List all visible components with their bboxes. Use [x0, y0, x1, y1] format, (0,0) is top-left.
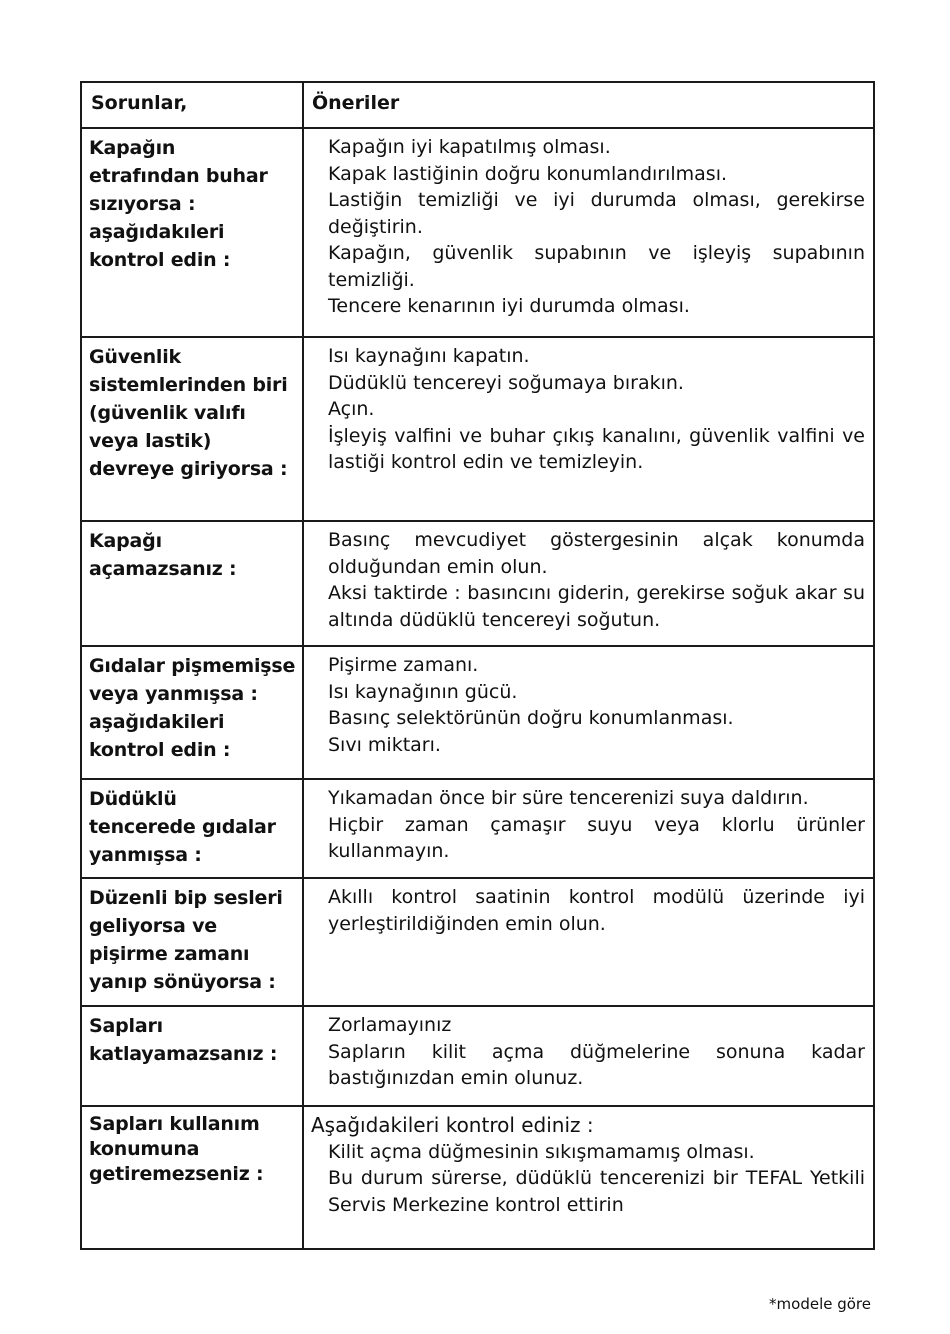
- problem-line: yanıp sönüyorsa :: [89, 971, 276, 993]
- table-row: [81, 1106, 874, 1249]
- problem-cell: [81, 779, 303, 878]
- header-problems: Sorunlar,: [81, 82, 303, 128]
- solution-line: Zorlamayınız: [328, 1014, 452, 1036]
- problem-line: Kapağın: [89, 137, 176, 159]
- solution-cell: [303, 779, 874, 878]
- problem-line: kontrol edin :: [89, 739, 231, 761]
- problem-line: Düdüklü: [89, 788, 177, 810]
- problem-cell: [81, 521, 303, 646]
- solution-intro: Aşağıdakileri kontrol ediniz :: [311, 1113, 594, 1137]
- solution-line: İşleyiş valfini ve buhar çıkış kanalını, güvenlik valfini ve lastiği kontrol edin ve temizleyin.: [328, 424, 865, 473]
- solution-line: Isı kaynağını kapatın.: [328, 345, 530, 367]
- table-row: [81, 521, 874, 646]
- solution-line: Kapağın, güvenlik supabının ve işleyiş supabının temizliği.: [328, 242, 865, 291]
- table-row: [81, 878, 874, 1006]
- problem-cell: [81, 646, 303, 779]
- problem-line: veya yanmışsa :: [89, 683, 258, 705]
- solution-line: Pişirme zamanı.: [328, 654, 479, 676]
- solution-line: Lastiğin temizliği ve iyi durumda olması, gerekirse değiştirin.: [328, 189, 865, 238]
- problem-line: açamazsanız :: [89, 558, 237, 580]
- footnote: *modele göre: [769, 1295, 871, 1313]
- solution-cell: [303, 128, 874, 337]
- problem-line: getiremezseniz :: [89, 1163, 264, 1185]
- solution-line: Isı kaynağının gücü.: [328, 680, 518, 703]
- problem-line: kontrol edin :: [89, 249, 231, 271]
- table-row: [81, 779, 874, 878]
- solution-line: Akıllı kontrol saatinin kontrol modülü üzerinde iyi yerleştirildiğinden emin olun.: [328, 886, 865, 935]
- problem-line: katlayamazsanız :: [89, 1043, 278, 1065]
- problem-line: sistemlerinden biri: [89, 374, 288, 396]
- problem-line: aşağıdakileri: [89, 711, 225, 733]
- solution-line: Basınç mevcudiyet göstergesinin alçak konumda olduğundan emin olun.: [328, 529, 865, 578]
- solution-cell: [303, 1006, 874, 1106]
- solution-line: Düdüklü tencereyi soğumaya bırakın.: [328, 371, 684, 394]
- problem-line: sızıyorsa :: [89, 193, 196, 215]
- problem-line: Sapları kullanım: [89, 1113, 260, 1135]
- problem-line: veya lastik): [89, 430, 212, 452]
- solution-cell: [303, 337, 874, 521]
- problem-line: etrafından buhar: [89, 165, 268, 187]
- table-row: [81, 128, 874, 337]
- problem-line: (güvenlik valıfı: [89, 402, 246, 424]
- table-row: [81, 646, 874, 779]
- problem-line: devreye giriyorsa :: [89, 458, 288, 480]
- problem-line: Sapları: [89, 1015, 163, 1037]
- solution-line: Kapak lastiğinin doğru konumlandırılması.: [328, 162, 728, 185]
- problem-cell: [81, 128, 303, 337]
- problem-line: tencerede gıdalar: [89, 816, 276, 838]
- troubleshooting-table: [80, 81, 875, 1250]
- solution-cell: [303, 646, 874, 779]
- problem-cell: [81, 1006, 303, 1106]
- solution-line: Açın.: [328, 398, 375, 420]
- solution-line: Hiçbir zaman çamaşır suyu veya klorlu ürünler kullanmayın.: [328, 813, 865, 862]
- solution-cell: [303, 521, 874, 646]
- solution-cell: [303, 1106, 874, 1249]
- solution-cell: [303, 878, 874, 1006]
- solution-line: Bu durum sürerse, düdüklü tencerenizi bir TEFAL Yetkili Servis Merkezine kontrol ettirin: [328, 1167, 865, 1216]
- problem-line: yanmışsa :: [89, 844, 202, 866]
- solution-line: Kilit açma düğmesinin sıkışmamamış olması.: [328, 1140, 755, 1163]
- solution-line: Sıvı miktarı.: [328, 733, 441, 756]
- problem-line: geliyorsa ve: [89, 915, 217, 937]
- problem-line: aşağıdakıleri: [89, 221, 225, 243]
- table-row: [81, 337, 874, 521]
- solution-line: Tencere kenarının iyi durumda olması.: [328, 295, 690, 317]
- header-row: [81, 82, 874, 128]
- solution-line: Aksi taktirde : basıncını giderin, gerekirse soğuk akar su altında düdüklü tencereyi soğutun.: [328, 582, 865, 631]
- problem-line: Gıdalar pişmemişse: [89, 655, 296, 677]
- problem-line: pişirme zamanı: [89, 943, 250, 965]
- problem-line: Kapağı: [89, 530, 162, 552]
- header-solutions: Öneriler: [303, 82, 874, 128]
- solution-line: Yıkamadan önce bir süre tencerenizi suya daldırın.: [328, 787, 809, 809]
- table-row: [81, 1006, 874, 1106]
- problem-cell: [81, 878, 303, 1006]
- problem-line: Güvenlik: [89, 346, 181, 368]
- solution-line: Kapağın iyi kapatılmış olması.: [328, 136, 611, 158]
- problem-cell: [81, 1106, 303, 1249]
- solution-line: Basınç selektörünün doğru konumlanması.: [328, 707, 734, 729]
- problem-cell: [81, 337, 303, 521]
- problem-line: Düzenli bip sesleri: [89, 887, 283, 909]
- problem-line: konumuna: [89, 1138, 200, 1160]
- solution-line: Sapların kilit açma düğmelerine sonuna kadar bastığınızdan emin olunuz.: [328, 1040, 865, 1089]
